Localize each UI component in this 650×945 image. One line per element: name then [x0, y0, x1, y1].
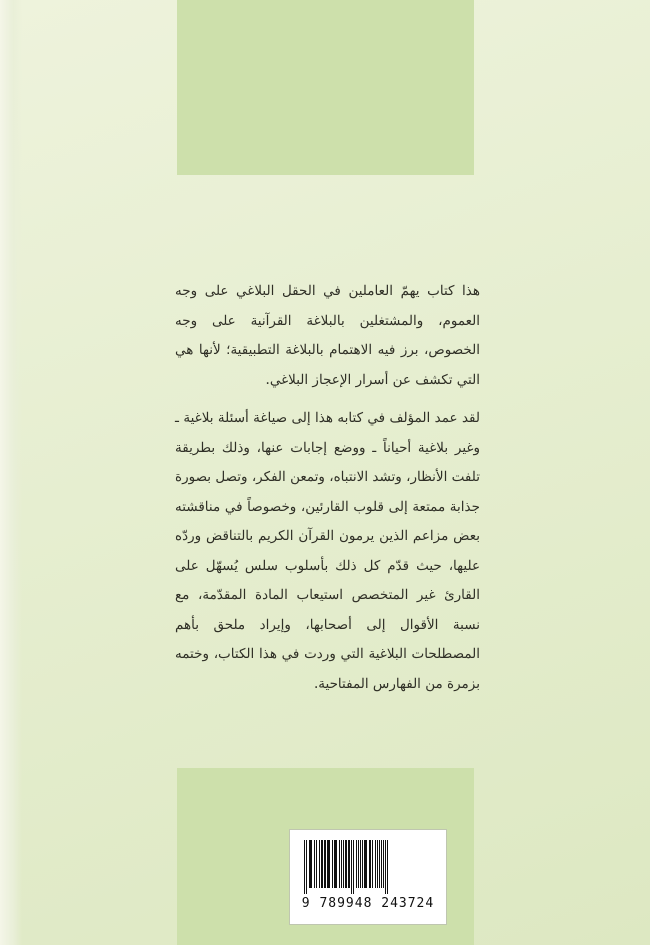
blurb-paragraph-1: هذا كتاب يهمّ العاملين في الحقل البلاغي على وجه العموم، والمشتغلين بالبلاغة القرآنية على وجه الخصوص، برز فيه الاهتمام بالبلاغة التطبيقية؛ لأنها هي التي تكشف عن أسرار الإعجاز البلاغي. [175, 283, 480, 388]
barcode-bar [319, 840, 320, 888]
barcode-bar [334, 840, 337, 888]
barcode-bar [332, 840, 333, 888]
barcode-bar [306, 840, 307, 894]
barcode-bar [362, 840, 363, 888]
isbn-number: 9 789948 243724 [301, 896, 435, 911]
barcode-bar [379, 840, 380, 888]
barcode-bar [375, 840, 376, 888]
barcode-bar [314, 840, 315, 888]
barcode-bar [324, 840, 326, 888]
barcode-bar [369, 840, 371, 888]
spine-edge [0, 0, 22, 945]
barcode-bar [383, 840, 384, 888]
barcode-bar [385, 840, 386, 894]
barcode-bars [302, 840, 436, 894]
barcode-bar [341, 840, 342, 888]
barcode-bar [316, 840, 317, 888]
barcode-bar [327, 840, 330, 888]
barcode-bar [364, 840, 367, 888]
barcode-bar [353, 840, 354, 894]
barcode-bar [348, 840, 350, 888]
barcode-bar [321, 840, 323, 888]
barcode-bar [345, 840, 347, 888]
barcode-bar [339, 840, 340, 888]
top-green-panel [177, 0, 474, 175]
barcode-bar [377, 840, 378, 888]
barcode-bar [304, 840, 305, 894]
isbn-barcode [289, 829, 447, 925]
barcode-bar [387, 840, 388, 894]
barcode-bar [372, 840, 373, 888]
barcode-bar [309, 840, 312, 888]
barcode-bar [343, 840, 344, 888]
barcode-bar [351, 840, 352, 894]
barcode-bar [356, 840, 357, 888]
barcode-bar [358, 840, 359, 888]
barcode-bar [381, 840, 382, 888]
blurb-paragraph-2: لقد عمد المؤلف في كتابه هذا إلى صياغة أسئلة بلاغية ـ وغير بلاغية أحياناً ـ ووضع إجابات عنها، وذلك بطريقة تلفت الأنظار، وتشد الانتباه، وتمعن الفكر، وتصل بصورة جذابة ممتعة إلى قلوب القارئين، وخصوصاً في مناقشته بعض مزاعم الذين يرمون القرآن الكريم بالتناقض وردّه عليها، حيث قدّم كل ذلك بأسلوب سلس يُسهّل على القارئ غير المتخصص استيعاب المادة المقدّمة، مع نسبة الأقوال إلى أصحابها، وإيراد ملحق بأهم المصطلحات البلاغية التي وردت في هذا الكتاب، وختمه بزمرة من الفهارس المفتاحية. [175, 410, 480, 692]
barcode-bar [360, 840, 361, 888]
